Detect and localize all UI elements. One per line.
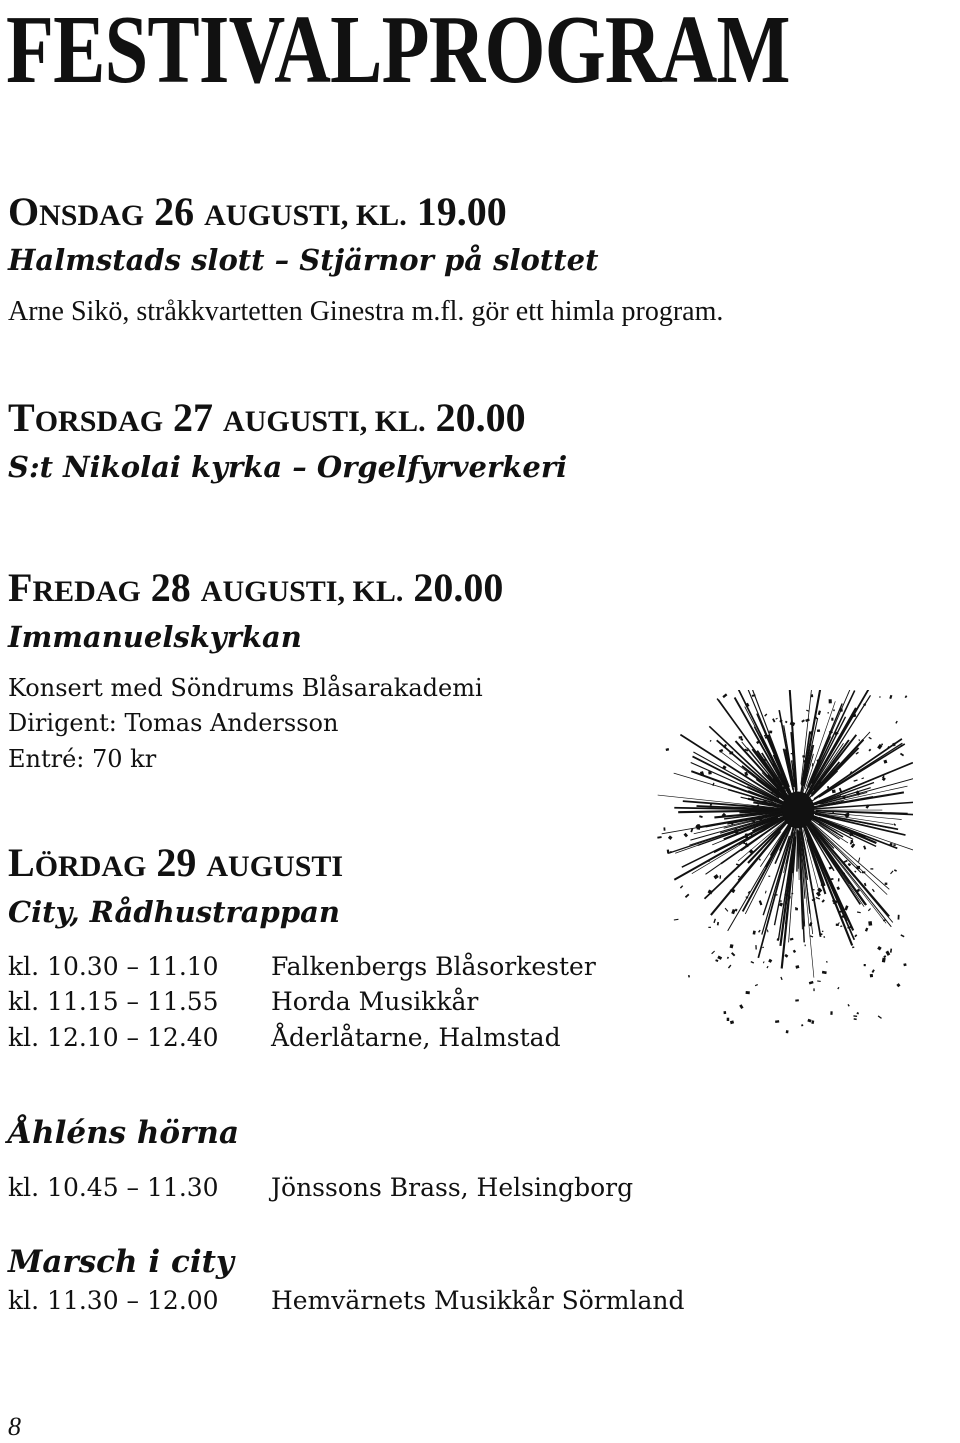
burst-speck [854,934,857,937]
burst-speck [739,1004,743,1009]
burst-speck [764,808,767,810]
burst-speck [817,729,820,732]
burst-speck [832,790,836,794]
burst-speck [817,980,821,982]
burst-speck [765,891,767,894]
event-description: Entré: 70 kr [8,745,157,773]
burst-speck [868,908,871,911]
burst-speck [730,1020,734,1024]
date-number: 26 [144,189,205,234]
burst-speck [840,708,843,712]
event-description: Dirigent: Tomas Andersson [8,709,339,737]
burst-speck [881,744,883,746]
schedule-time: kl. 12.10 – 12.40 [8,1023,219,1052]
day-initial: L [8,840,35,885]
burst-speck [668,835,673,840]
burst-speck [745,833,748,838]
burst-speck [848,863,851,866]
burst-speck [872,969,875,973]
burst-speck [791,753,794,754]
burst-speck [795,999,799,1001]
schedule-time: kl. 11.15 – 11.55 [8,987,219,1016]
burst-speck [882,958,886,963]
burst-speck [743,840,745,844]
burst-speck [755,945,757,949]
burst-speck [667,850,670,854]
burst-speck [857,911,861,913]
date-number: 29 [146,840,207,885]
burst-speck [853,779,857,781]
burst-speck [805,718,810,722]
schedule-performer: Åderlåtarne, Halmstad [271,1023,561,1052]
burst-speck [710,740,712,742]
burst-speck [883,955,886,958]
burst-speck [717,922,719,926]
day-name: ORSDAG [34,405,164,438]
burst-speck [856,866,860,870]
event-day-heading [8,840,344,885]
event-day-heading [8,189,507,234]
burst-speck [862,871,865,873]
event-description: Konsert med Söndrums Blåsarakademi [8,674,483,702]
day-name: ÖRDAG [34,850,147,883]
burst-speck [844,905,848,910]
burst-speck [894,869,897,871]
burst-speck [901,745,903,747]
burst-speck [802,755,805,757]
burst-speck [868,921,872,926]
burst-speck [905,695,908,698]
burst-speck [856,752,859,755]
burst-speck [878,1015,882,1019]
burst-speck [870,974,873,977]
burst-speck [766,966,768,969]
burst-speck [827,712,829,714]
burst-speck [793,950,796,953]
burst-speck [754,828,755,831]
burst-speck [858,857,860,862]
burst-speck [764,714,767,717]
month: AUGUSTI, [200,575,345,608]
burst-speck [842,795,845,799]
burst-speck [789,896,791,898]
burst-speck [900,753,904,757]
burst-speck [893,844,895,846]
burst-speck [868,749,871,752]
burst-speck [784,954,788,958]
burst-speck [715,959,718,962]
burst-speck [772,779,777,782]
burst-speck [663,827,665,830]
burst-speck [774,894,777,896]
burst-speck [821,899,824,903]
location-heading: Marsch i city [8,1244,234,1280]
burst-speck [833,709,835,711]
burst-speck [870,868,873,869]
burst-speck [831,718,833,721]
event-time: 19.00 [406,189,507,234]
burst-speck [812,781,815,783]
burst-speck [827,786,829,789]
burst-speck [840,925,842,927]
burst-speck [859,739,860,741]
page-number: 8 [8,1412,21,1441]
burst-speck [758,930,761,933]
burst-speck [847,813,849,817]
burst-speck [785,721,788,724]
month: AUGUSTI, [204,199,349,232]
burst-speck [836,886,840,890]
burst-speck [722,693,727,698]
burst-speck [811,694,814,697]
firework-burst-icon [648,690,913,1035]
burst-speck [864,964,866,966]
burst-speck [719,749,723,753]
burst-speck [807,1019,811,1023]
burst-speck [731,909,735,914]
day-name: NSDAG [39,199,145,232]
burst-speck [711,951,715,955]
burst-speck [811,1020,814,1024]
burst-speck [809,981,814,985]
burst-speck [772,718,775,722]
burst-speck [843,860,848,863]
kl-label: KL. [348,199,407,232]
burst-speck [832,811,834,813]
burst-speck [731,952,735,956]
burst-speck [877,946,882,951]
day-initial: T [8,395,35,440]
burst-speck [889,695,892,699]
burst-speck [838,878,840,881]
burst-speck [751,961,755,964]
burst-speck [823,936,825,938]
event-venue: City, Rådhustrappan [8,895,340,929]
event-day-heading [8,395,526,440]
burst-speck [738,876,740,878]
burst-speck [903,963,906,966]
burst-speck [790,938,794,941]
burst-speck [895,721,898,724]
burst-ray [797,829,798,871]
burst-speck [713,874,718,879]
event-venue: Immanuelskyrkan [8,620,302,654]
burst-speck [898,915,900,920]
burst-speck [816,897,820,900]
burst-speck [801,1024,803,1026]
burst-speck [822,931,824,933]
burst-speck [708,927,711,928]
month: AUGUSTI, [223,405,368,438]
burst-speck [872,889,875,892]
burst-speck [775,1020,779,1023]
burst-speck [865,928,868,932]
burst-speck [868,737,871,740]
burst-speck [762,947,764,948]
burst-speck [863,846,866,850]
burst-speck [854,871,856,873]
burst-speck [839,788,842,793]
burst-speck [900,934,904,937]
burst-speck [746,991,750,994]
burst-speck [685,894,690,898]
burst-speck [727,957,729,959]
burst-speck [861,777,864,779]
burst-speck [708,771,712,774]
burst-speck [763,961,765,963]
burst-speck [883,760,887,764]
burst-speck [688,975,690,978]
burst-speck [767,930,769,933]
burst-speck [759,858,761,860]
burst-speck [725,908,729,912]
burst-speck [801,719,805,722]
burst-speck [713,919,716,924]
burst-speck [893,823,896,826]
burst-speck [739,736,743,739]
burst-speck [830,1011,832,1015]
day-name: REDAG [32,575,141,608]
burst-speck [813,988,814,991]
burst-speck [826,961,828,963]
event-venue: S:t Nikolai kyrka – Orgelfyrverkeri [8,450,568,484]
burst-speck [822,971,827,974]
event-day-heading [8,565,504,610]
schedule-performer: Jönssons Brass, Helsingborg [271,1173,634,1202]
burst-speck [728,965,731,969]
burst-speck [829,699,832,703]
schedule-performer: Hemvärnets Musikkår Sörmland [271,1286,685,1315]
burst-speck [790,721,796,726]
burst-speck [768,876,770,877]
event-venue: Halmstads slott – Stjärnor på slottet [8,243,599,277]
burst-speck [854,1018,857,1020]
burst-speck [795,908,798,911]
burst-speck [708,861,710,862]
burst-speck [879,696,881,697]
burst-speck [791,893,793,895]
burst-speck [768,959,772,963]
burst-speck [769,731,772,734]
date-number: 28 [140,565,201,610]
schedule-time: kl. 10.30 – 11.10 [8,952,219,981]
burst-speck [708,890,713,895]
burst-speck [729,751,733,754]
burst-speck [896,983,900,987]
burst-speck [755,984,758,986]
burst-speck [674,919,679,921]
burst-speck [759,900,763,905]
burst-speck [780,900,782,901]
burst-speck [736,863,739,866]
burst-speck [853,1015,857,1017]
kl-label: KL. [344,575,404,608]
burst-speck [771,792,773,794]
burst-speck [836,924,839,926]
burst-speck [749,849,755,854]
burst-speck [786,1030,789,1033]
burst-core [782,792,814,828]
burst-speck [684,833,689,838]
location-heading: Åhléns hörna [8,1115,240,1151]
burst-speck [780,977,782,980]
kl-label: KL. [367,405,426,438]
burst-speck [730,944,734,948]
burst-speck [818,710,821,715]
schedule-performer: Falkenbergs Blåsorkester [271,952,596,981]
date-number: 27 [163,395,224,440]
burst-speck [680,885,683,888]
burst-speck [753,931,756,935]
event-time: 20.00 [425,395,526,440]
burst-speck [699,815,703,818]
burst-speck [722,765,727,770]
burst-speck [812,889,815,890]
burst-speck [775,718,777,720]
burst-speck [890,948,892,952]
burst-speck [657,836,661,839]
burst-speck [856,1012,859,1015]
schedule-time: kl. 11.30 – 12.00 [8,1286,219,1315]
burst-speck [890,870,893,874]
burst-speck [717,956,722,960]
burst-speck [795,965,799,969]
burst-speck [885,883,888,885]
page-title: FESTIVALPROGRAM [6,0,790,104]
burst-speck [666,748,670,751]
burst-speck [847,1004,849,1007]
burst-speck [852,946,854,948]
burst-speck [864,883,867,886]
month: AUGUSTI [206,850,344,883]
burst-speck [724,1011,727,1014]
day-initial: O [8,189,40,234]
burst-speck [719,875,721,879]
day-initial: F [8,565,33,610]
burst-speck [805,945,806,947]
schedule-time: kl. 10.45 – 11.30 [8,1173,219,1202]
event-time: 20.00 [403,565,504,610]
burst-speck [885,951,890,956]
event-description: Arne Sikö, stråkkvartetten Ginestra m.fl. gör ett himla program. [8,296,724,327]
schedule-performer: Horda Musikkår [271,987,479,1016]
burst-speck [837,987,839,989]
burst-speck [727,1018,730,1021]
